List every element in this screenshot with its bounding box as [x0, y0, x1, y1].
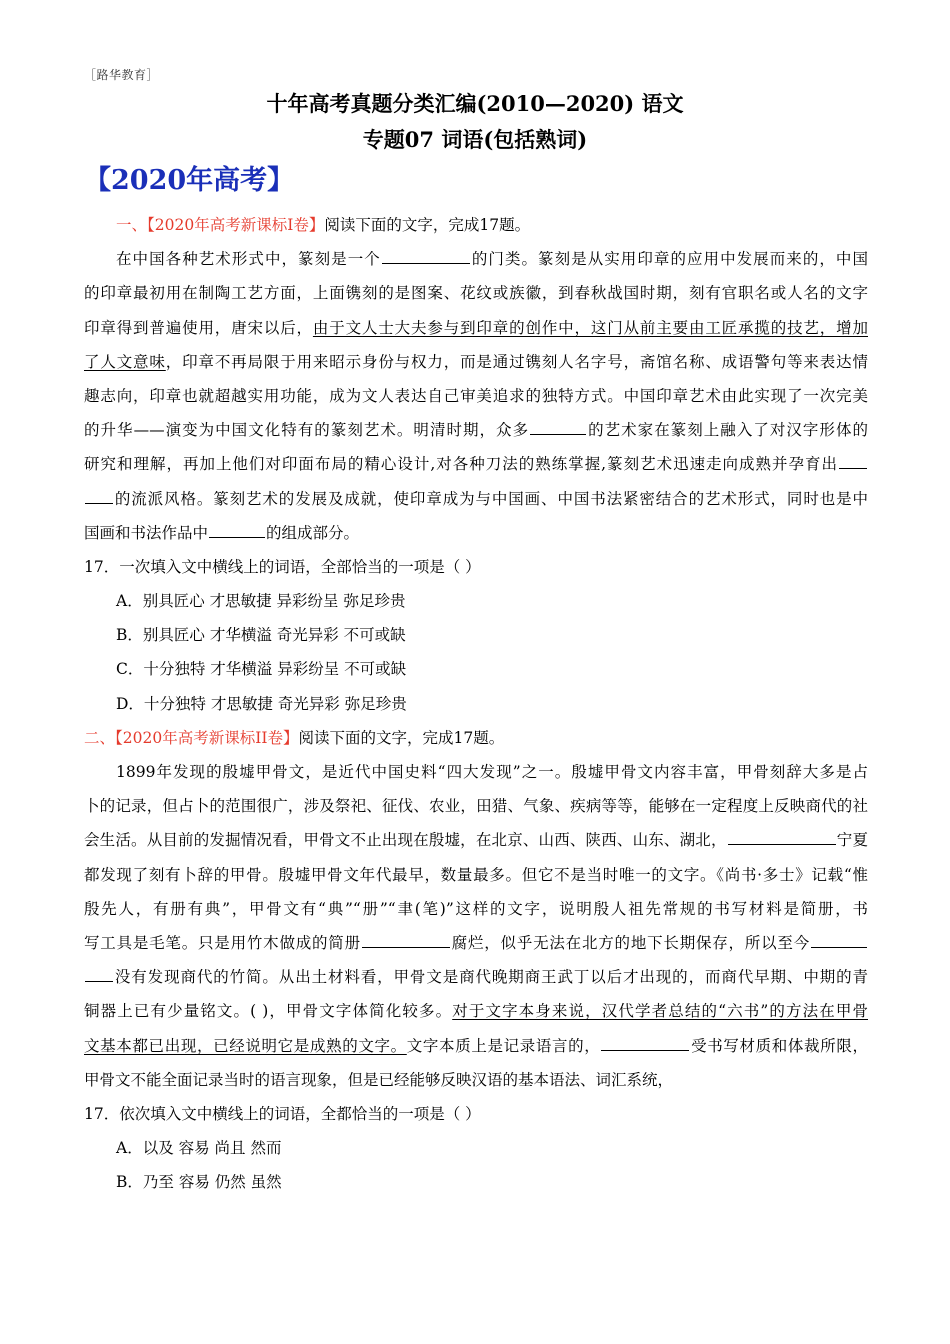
document-body — [84, 208, 868, 1199]
section2-line — [84, 1029, 868, 1063]
section2-number: 二、 — [84, 728, 116, 747]
section1-number: 一、 — [116, 216, 148, 234]
section1-line — [84, 413, 868, 447]
document-title: 十年高考真题分类汇编(2010—2020) 语文 — [266, 91, 684, 116]
fill-blank — [382, 245, 470, 264]
text-span: 铜器上已有少量铭文。( )，甲骨文字体简化较多。 — [84, 1002, 453, 1021]
year-banner: 【2020年高考】 — [84, 165, 295, 196]
fill-blank — [811, 929, 867, 948]
section1-line: 趣志向，印章也就超越实用功能，成为文人表达自己审美追求的独特方式。中国印章艺术由此实现了一次完美 — [84, 386, 868, 405]
underlined-sentence: 由于文人士大夫参与到印章的创作中，这门从前主要由工匠承揽的技艺，增加 — [312, 318, 868, 337]
section1-source: 【2020年高考新课标Ⅰ卷】 — [147, 216, 325, 234]
underlined-sentence: 了人文意味 — [84, 352, 166, 371]
section1-line — [84, 516, 868, 550]
section1-line — [84, 242, 868, 276]
fill-blank — [209, 519, 265, 538]
section1-line — [84, 345, 868, 379]
fill-blank — [85, 963, 113, 982]
section2-line: 卜的记录，但占卜的范围很广，涉及祭祀、征伐、农业，田猎、气象、疾病等等，能够在一定程度上反映商代的社 — [84, 797, 868, 816]
section1-line: 的印章最初用在制陶工艺方面，上面镌刻的是图案、花纹或族徽，到春秋战国时期，刻有官职名或人名的文字 — [84, 284, 868, 303]
fill-blank — [601, 1032, 689, 1051]
text-span: 的门类。篆刻是从实用印章的应用中发展而来的，中国 — [470, 250, 868, 269]
fill-blank — [85, 485, 113, 504]
fill-blank — [362, 929, 450, 948]
document-subtitle: 专题07 词语(包括熟词) — [362, 127, 588, 152]
section2-line: 甲骨文不能全面记录当时的语言现象，但是已经能够反映汉语的基本语法、词汇系统， — [84, 1070, 674, 1089]
text-span: 的流派风格。篆刻艺术的发展及成就，使印章成为与中国画、中国书法紧密结合的艺术形式，同时也是中 — [114, 489, 868, 508]
section2-heading — [84, 721, 868, 755]
option-b: B．乃至 容易 仍然 虽然 — [116, 1173, 282, 1192]
text-span: 印章得到普遍使用，唐宋以后， — [84, 318, 313, 337]
section2-line: 1899年发现的殷墟甲骨文，是近代中国史料“四大发现”之一。殷墟甲骨文内容丰富，甲骨刻辞大多是占 — [116, 763, 868, 781]
section1-line — [84, 482, 868, 516]
section2-line — [84, 994, 868, 1028]
section2-line — [84, 823, 868, 857]
section2-source: 【2020年高考新课标II卷】 — [115, 728, 299, 747]
option-c: C．十分独特 才华横溢 异彩纷呈 不可或缺 — [116, 660, 407, 679]
section1-line — [84, 447, 868, 481]
option-a: A．以及 容易 尚且 然而 — [116, 1139, 282, 1158]
fill-blank — [839, 450, 867, 469]
underlined-sentence: 文基本都已出现，已经说明它是成熟的文字。 — [84, 1036, 407, 1055]
text-span: 的艺术家在篆刻上融入了对汉字形体的 — [587, 421, 868, 440]
fill-blank — [728, 826, 836, 845]
section1-heading — [84, 208, 868, 242]
text-span: 文字本质上是记录语言的， — [406, 1036, 601, 1055]
text-span: 研究和理解，再加上他们对印面布局的精心设计,对各种刀法的熟练掌握,篆刻艺术迅速走向成熟并孕育出 — [84, 455, 838, 474]
option-d: D．十分独特 才思敏捷 奇光异彩 弥足珍贵 — [116, 694, 407, 713]
section1-instruction: 阅读下面的文字，完成17题。 — [324, 216, 531, 234]
header-mark: ［路华教育］ — [84, 68, 160, 82]
section2-line — [84, 926, 868, 960]
text-span: 没有发现商代的竹简。从出土材料看，甲骨文是商代晚期商王武丁以后才出现的，而商代早期、中期的青 — [114, 968, 868, 987]
section2-line: 都发现了刻有卜辞的甲骨。殷墟甲骨文年代最早，数量最多。但它不是当时唯一的文字。《尚书·多士》记载“惟 — [84, 865, 868, 884]
section2-line — [84, 960, 868, 994]
option-b: B．别具匠心 才华横溢 奇光异彩 不可或缺 — [116, 626, 406, 645]
question-17-b: 17．依次填入文中横线上的词语，全都恰当的一项是（ ） — [84, 1104, 481, 1123]
section2-instruction: 阅读下面的文字，完成17题。 — [298, 728, 505, 747]
text-span: ，印章不再局限于用来昭示身份与权力，而是通过镌刻人名字号，斋馆名称、成语警句等来表达情 — [165, 352, 868, 371]
underlined-sentence: 对于文字本身来说，汉代学者总结的“六书”的方法在甲骨 — [452, 1002, 868, 1021]
text-span: 的组成部分。 — [266, 523, 360, 542]
text-span: 宁夏 — [836, 831, 868, 850]
text-span: 国画和书法作品中 — [84, 523, 209, 542]
text-span: 腐烂，似乎无法在北方的地下长期保存，所以至今 — [450, 933, 810, 952]
text-span: 的升华——演变为中国文化特有的篆刻艺术。明清时期，众多 — [84, 421, 530, 440]
section1-line — [84, 311, 868, 345]
text-span: 写工具是毛笔。只是用竹木做成的简册 — [84, 933, 361, 952]
text-span: 会生活。从目前的发掘情况看，甲骨文不止出现在殷墟，在北京、山西、陕西、山东、湖北， — [84, 831, 727, 850]
text-span: 在中国各种艺术形式中，篆刻是一个 — [116, 250, 381, 269]
text-span: 受书写材质和体裁所限， — [690, 1036, 868, 1055]
question-17-a: 17．一次填入文中横线上的词语，全部恰当的一项是（ ） — [84, 557, 481, 576]
option-a: A．别具匠心 才思敏捷 异彩纷呈 弥足珍贵 — [116, 592, 406, 611]
section2-line: 殷先人，有册有典”，甲骨文有“典”“册”“聿(笔)”这样的文字，说明殷人祖先常规的书写材料是简册，书 — [84, 899, 868, 918]
fill-blank — [530, 416, 586, 435]
